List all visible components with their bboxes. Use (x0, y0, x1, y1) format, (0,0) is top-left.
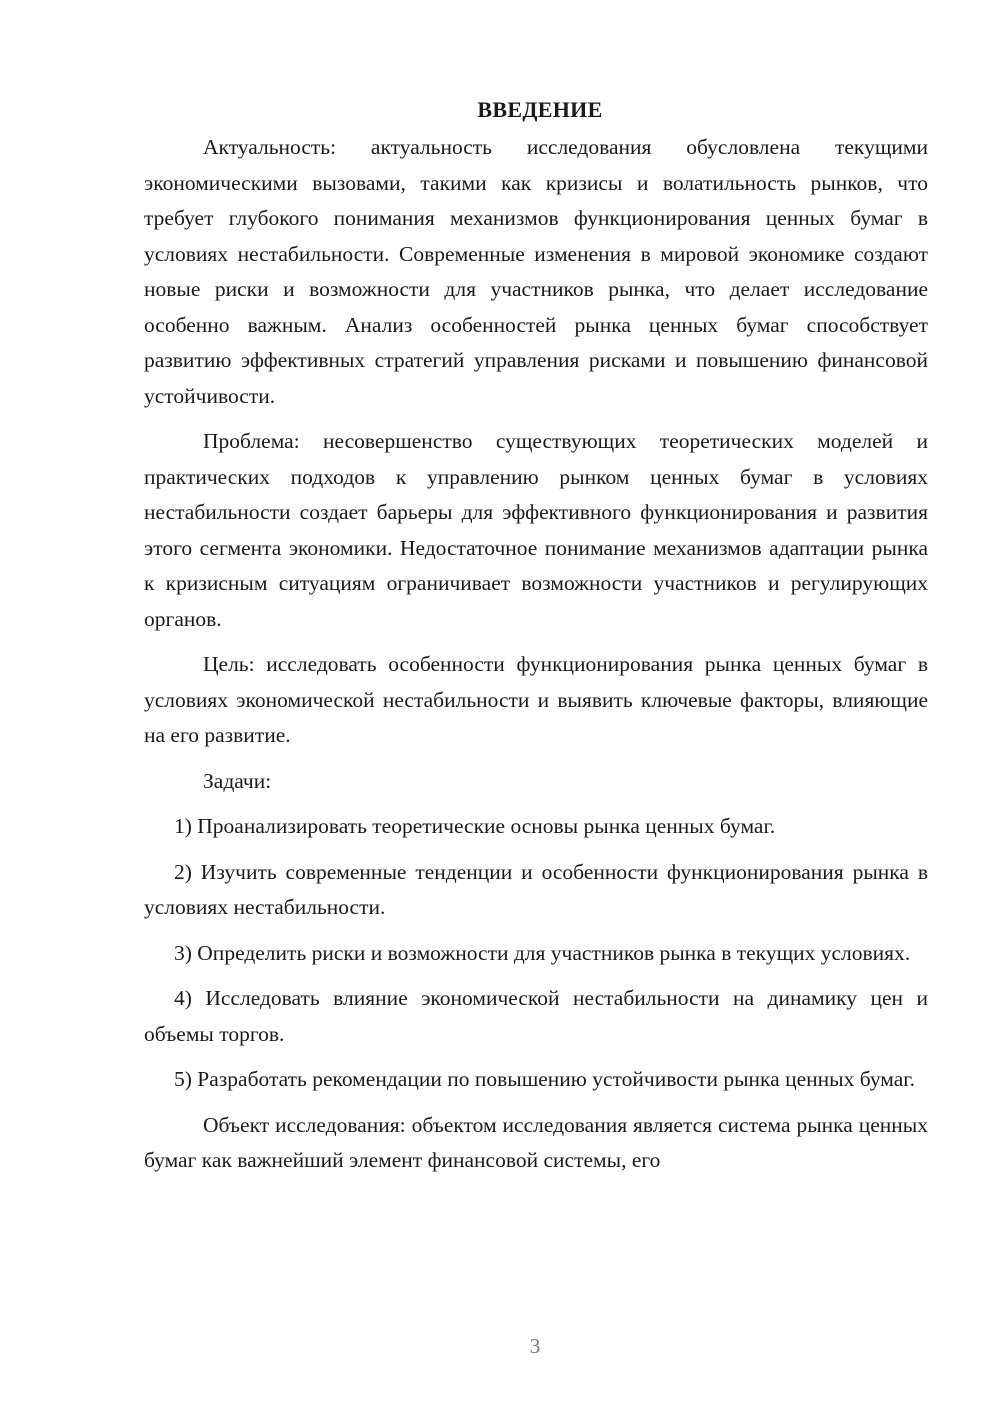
task-item-4: 4) Исследовать влияние экономической нестабильности на динамику цен и объемы торгов. (144, 986, 928, 1046)
task-item-1: 1) Проанализировать теоретические основы рынка ценных бумаг. (174, 814, 776, 838)
section-title: ВВЕДЕНИЕ (477, 97, 603, 122)
paragraph-goal: Цель: исследовать особенности функционирования рынка ценных бумаг в условиях экономической нестабильности и выявить ключевые факторы, влияющие на его развитие. (144, 652, 928, 747)
tasks-heading: Задачи: (203, 768, 272, 793)
paragraph-relevance: Актуальность: актуальность исследования обусловлена текущими экономическими вызовами, такими как кризисы и волатильность рынков, что требует глубокого понимания механизмов функционирования ценных бумаг в условиях нестабильности. Современные изменения в мировой экономике создают новые риски и возможности для участников рынка, что делает исследование особенно важным. Анализ особенностей рынка ценных бумаг способствует развитию эффективных стратегий управления рисками и повышению финансовой устойчивости. (144, 135, 928, 408)
paragraph-object: Объект исследования: объектом исследования является система рынка ценных бумаг как важнейший элемент финансовой системы, его (144, 1112, 928, 1172)
task-item-2: 2) Изучить современные тенденции и особенности функционирования рынка в условиях нестабильности. (144, 859, 928, 919)
page-number: 3 (529, 1334, 541, 1358)
page-content (144, 92, 928, 1189)
task-item-3: 3) Определить риски и возможности для участников рынка в текущих условиях. (174, 940, 911, 965)
paragraph-problem: Проблема: несовершенство существующих теоретических моделей и практических подходов к управлению рынком ценных бумаг в условиях нестабильности создает барьеры для эффективного функционирования и развития этого сегмента экономики. Недостаточное понимание механизмов адаптации рынка к кризисным ситуациям ограничивает возможности участников и регулирующих органов. (144, 429, 928, 631)
task-item-5: 5) Разработать рекомендации по повышению устойчивости рынка ценных бумаг. (174, 1067, 916, 1091)
